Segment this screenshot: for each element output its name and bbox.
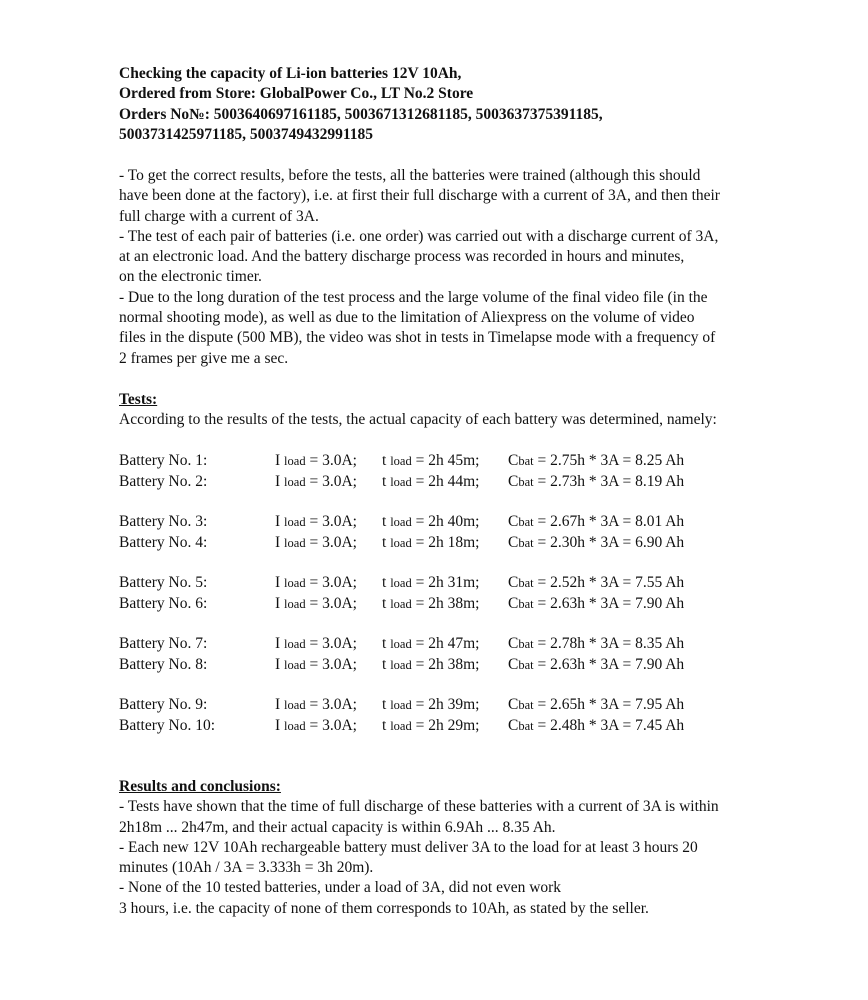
time-value: = 2h 18m; <box>415 533 480 551</box>
capacity-subscript: bat <box>518 657 534 672</box>
capacity-subscript: bat <box>518 698 534 712</box>
time-subscript: load <box>390 718 412 733</box>
time-symbol: t <box>382 472 387 490</box>
battery-row <box>119 512 759 533</box>
load-current <box>275 716 357 737</box>
results-line: - Tests have shown that the time of full discharge of these batteries with a current of 3A is within <box>119 798 719 816</box>
capacity-symbol: C <box>508 574 519 591</box>
capacity-symbol: C <box>508 635 519 652</box>
load-current <box>275 472 357 493</box>
current-subscript: load <box>284 474 306 489</box>
time-symbol: t <box>382 716 387 734</box>
current-symbol: I <box>275 574 281 591</box>
capacity <box>508 512 684 533</box>
time-subscript: load <box>390 474 412 489</box>
current-subscript: load <box>284 535 306 550</box>
capacity-symbol: C <box>508 594 519 612</box>
current-symbol: I <box>275 655 281 673</box>
time-value: = 2h 29m; <box>415 716 480 734</box>
current-subscript: load <box>284 515 306 529</box>
capacity-symbol: C <box>508 513 519 530</box>
battery-row <box>119 533 759 554</box>
battery-name: Battery No. 8: <box>119 655 208 673</box>
time-value: = 2h 47m; <box>415 635 480 652</box>
capacity-value: = 2.52h * 3A = 7.55 Ah <box>537 574 685 591</box>
battery-row <box>119 573 759 594</box>
capacity-subscript: bat <box>518 474 534 489</box>
current-value: = 3.0A; <box>309 513 357 530</box>
capacity-subscript: bat <box>518 637 534 651</box>
discharge-time <box>382 594 479 615</box>
time-subscript: load <box>390 454 412 468</box>
battery-name: Battery No. 3: <box>119 513 208 530</box>
battery-name: Battery No. 2: <box>119 472 208 490</box>
battery-row <box>119 634 759 655</box>
capacity-symbol: C <box>508 533 519 551</box>
intro-line: at an electronic load. And the battery discharge process was recorded in hours and minutes, <box>119 248 685 266</box>
intro-line: files in the dispute (500 MB), the video was shot in tests in Timelapse mode with a frequency of <box>119 329 716 347</box>
battery-name: Battery No. 6: <box>119 594 208 612</box>
battery-name: Battery No. 7: <box>119 635 208 652</box>
time-subscript: load <box>390 698 412 712</box>
results-heading: Results and conclusions: <box>119 778 281 795</box>
discharge-time <box>382 655 479 676</box>
tests-section <box>119 390 819 431</box>
time-value: = 2h 39m; <box>415 696 480 713</box>
capacity-symbol: C <box>508 716 519 734</box>
battery-name: Battery No. 4: <box>119 533 208 551</box>
capacity <box>508 573 684 594</box>
capacity <box>508 472 684 493</box>
time-subscript: load <box>390 515 412 529</box>
capacity-value: = 2.63h * 3A = 7.90 Ah <box>537 594 685 612</box>
capacity-value: = 2.63h * 3A = 7.90 Ah <box>537 655 685 673</box>
tests-text: According to the results of the tests, the actual capacity of each battery was determined, namely: <box>119 411 717 429</box>
capacity-symbol: C <box>508 696 519 713</box>
capacity <box>508 594 684 615</box>
load-current <box>275 573 357 594</box>
load-current <box>275 695 357 716</box>
results-line: - None of the 10 tested batteries, under a load of 3A, did not even work <box>119 879 562 897</box>
current-symbol: I <box>275 716 281 734</box>
capacity-subscript: bat <box>518 596 534 611</box>
time-symbol: t <box>382 533 387 551</box>
capacity-symbol: C <box>508 655 519 673</box>
current-symbol: I <box>275 696 281 713</box>
battery-row <box>119 451 759 472</box>
current-value: = 3.0A; <box>309 696 357 713</box>
discharge-time <box>382 573 479 594</box>
results-line: 3 hours, i.e. the capacity of none of them corresponds to 10Ah, as stated by the seller. <box>119 899 649 917</box>
capacity-value: = 2.78h * 3A = 8.35 Ah <box>537 635 685 652</box>
current-subscript: load <box>284 596 306 611</box>
current-value: = 3.0A; <box>309 533 357 551</box>
battery-results-list <box>119 451 759 751</box>
time-symbol: t <box>382 696 387 713</box>
discharge-time <box>382 451 479 472</box>
battery-row <box>119 594 759 615</box>
current-subscript: load <box>284 454 306 468</box>
capacity-value: = 2.67h * 3A = 8.01 Ah <box>537 513 685 530</box>
battery-name: Battery No. 10: <box>119 716 215 734</box>
capacity-value: = 2.65h * 3A = 7.95 Ah <box>537 696 685 713</box>
capacity-value: = 2.30h * 3A = 6.90 Ah <box>537 533 685 551</box>
current-value: = 3.0A; <box>309 635 357 652</box>
current-value: = 3.0A; <box>309 655 357 673</box>
discharge-time <box>382 472 479 493</box>
time-symbol: t <box>382 635 387 652</box>
header-orders-cont: 5003731425971185, 5003749432991185 <box>119 125 374 143</box>
load-current <box>275 512 357 533</box>
time-value: = 2h 31m; <box>415 574 480 591</box>
current-symbol: I <box>275 472 281 490</box>
current-symbol: I <box>275 635 281 652</box>
capacity <box>508 695 684 716</box>
discharge-time <box>382 716 479 737</box>
load-current <box>275 451 357 472</box>
battery-name: Battery No. 9: <box>119 696 208 713</box>
capacity-subscript: bat <box>518 718 534 733</box>
current-symbol: I <box>275 452 281 469</box>
battery-name: Battery No. 5: <box>119 574 208 591</box>
intro-paragraph <box>119 166 819 369</box>
load-current <box>275 533 357 554</box>
time-value: = 2h 40m; <box>415 513 480 530</box>
discharge-time <box>382 512 479 533</box>
current-subscript: load <box>284 657 306 672</box>
time-subscript: load <box>390 535 412 550</box>
load-current <box>275 594 357 615</box>
tests-heading: Tests: <box>119 391 158 408</box>
time-symbol: t <box>382 452 387 469</box>
results-line: minutes (10Ah / 3A = 3.333h = 3h 20m). <box>119 859 374 877</box>
results-line: - Each new 12V 10Ah rechargeable battery must deliver 3A to the load for at least 3 hours 20 <box>119 838 698 856</box>
time-subscript: load <box>390 596 412 611</box>
time-symbol: t <box>382 594 387 612</box>
battery-row <box>119 695 759 716</box>
intro-line: have been done at the factory), i.e. at first their full discharge with a current of 3A, and then their <box>119 187 720 205</box>
time-symbol: t <box>382 574 387 591</box>
header-orders: Orders No№: 5003640697161185, 5003671312681185, 5003637375391185, <box>119 105 603 123</box>
capacity <box>508 716 684 737</box>
capacity-value: = 2.48h * 3A = 7.45 Ah <box>537 716 685 734</box>
current-subscript: load <box>284 576 306 590</box>
current-symbol: I <box>275 513 281 530</box>
time-subscript: load <box>390 576 412 590</box>
time-symbol: t <box>382 513 387 530</box>
capacity-subscript: bat <box>518 576 534 590</box>
current-symbol: I <box>275 533 281 551</box>
battery-name: Battery No. 1: <box>119 452 208 469</box>
load-current <box>275 655 357 676</box>
time-value: = 2h 44m; <box>415 472 480 490</box>
header-store: Ordered from Store: GlobalPower Co., LT No.2 Store <box>119 85 474 103</box>
intro-line: on the electronic timer. <box>119 268 262 286</box>
current-value: = 3.0A; <box>309 452 357 469</box>
results-line: 2h18m ... 2h47m, and their actual capacity is within 6.9Ah ... 8.35 Ah. <box>119 818 556 836</box>
time-symbol: t <box>382 655 387 673</box>
current-value: = 3.0A; <box>309 472 357 490</box>
time-subscript: load <box>390 637 412 651</box>
capacity-value: = 2.73h * 3A = 8.19 Ah <box>537 472 685 490</box>
intro-line: 2 frames per give me a sec. <box>119 349 289 367</box>
document-header <box>119 64 839 145</box>
battery-row <box>119 655 759 676</box>
current-subscript: load <box>284 718 306 733</box>
load-current <box>275 634 357 655</box>
capacity <box>508 451 684 472</box>
current-symbol: I <box>275 594 281 612</box>
battery-row <box>119 716 759 737</box>
capacity-subscript: bat <box>518 515 534 529</box>
capacity-symbol: C <box>508 452 519 469</box>
discharge-time <box>382 533 479 554</box>
intro-line: - To get the correct results, before the tests, all the batteries were trained (although this should <box>119 167 701 184</box>
intro-line: normal shooting mode), as well as due to the limitation of Aliexpress on the volume of video <box>119 309 695 327</box>
capacity <box>508 634 684 655</box>
capacity-symbol: C <box>508 472 519 490</box>
current-value: = 3.0A; <box>309 716 357 734</box>
time-subscript: load <box>390 657 412 672</box>
time-value: = 2h 45m; <box>415 452 480 469</box>
battery-row <box>119 472 759 493</box>
time-value: = 2h 38m; <box>415 655 480 673</box>
capacity-subscript: bat <box>518 454 534 468</box>
time-value: = 2h 38m; <box>415 594 480 612</box>
header-title: Checking the capacity of Li-ion batteries 12V 10Ah, <box>119 65 462 82</box>
current-value: = 3.0A; <box>309 594 357 612</box>
capacity <box>508 655 684 676</box>
capacity-value: = 2.75h * 3A = 8.25 Ah <box>537 452 685 469</box>
capacity-subscript: bat <box>518 535 534 550</box>
intro-line: - The test of each pair of batteries (i.e. one order) was carried out with a discharge current of 3A, <box>119 227 719 245</box>
results-section <box>119 777 819 919</box>
discharge-time <box>382 695 479 716</box>
current-value: = 3.0A; <box>309 574 357 591</box>
current-subscript: load <box>284 637 306 651</box>
capacity <box>508 533 684 554</box>
current-subscript: load <box>284 698 306 712</box>
intro-line: full charge with a current of 3A. <box>119 207 319 225</box>
intro-line: - Due to the long duration of the test process and the large volume of the final video file (in the <box>119 288 708 306</box>
discharge-time <box>382 634 479 655</box>
